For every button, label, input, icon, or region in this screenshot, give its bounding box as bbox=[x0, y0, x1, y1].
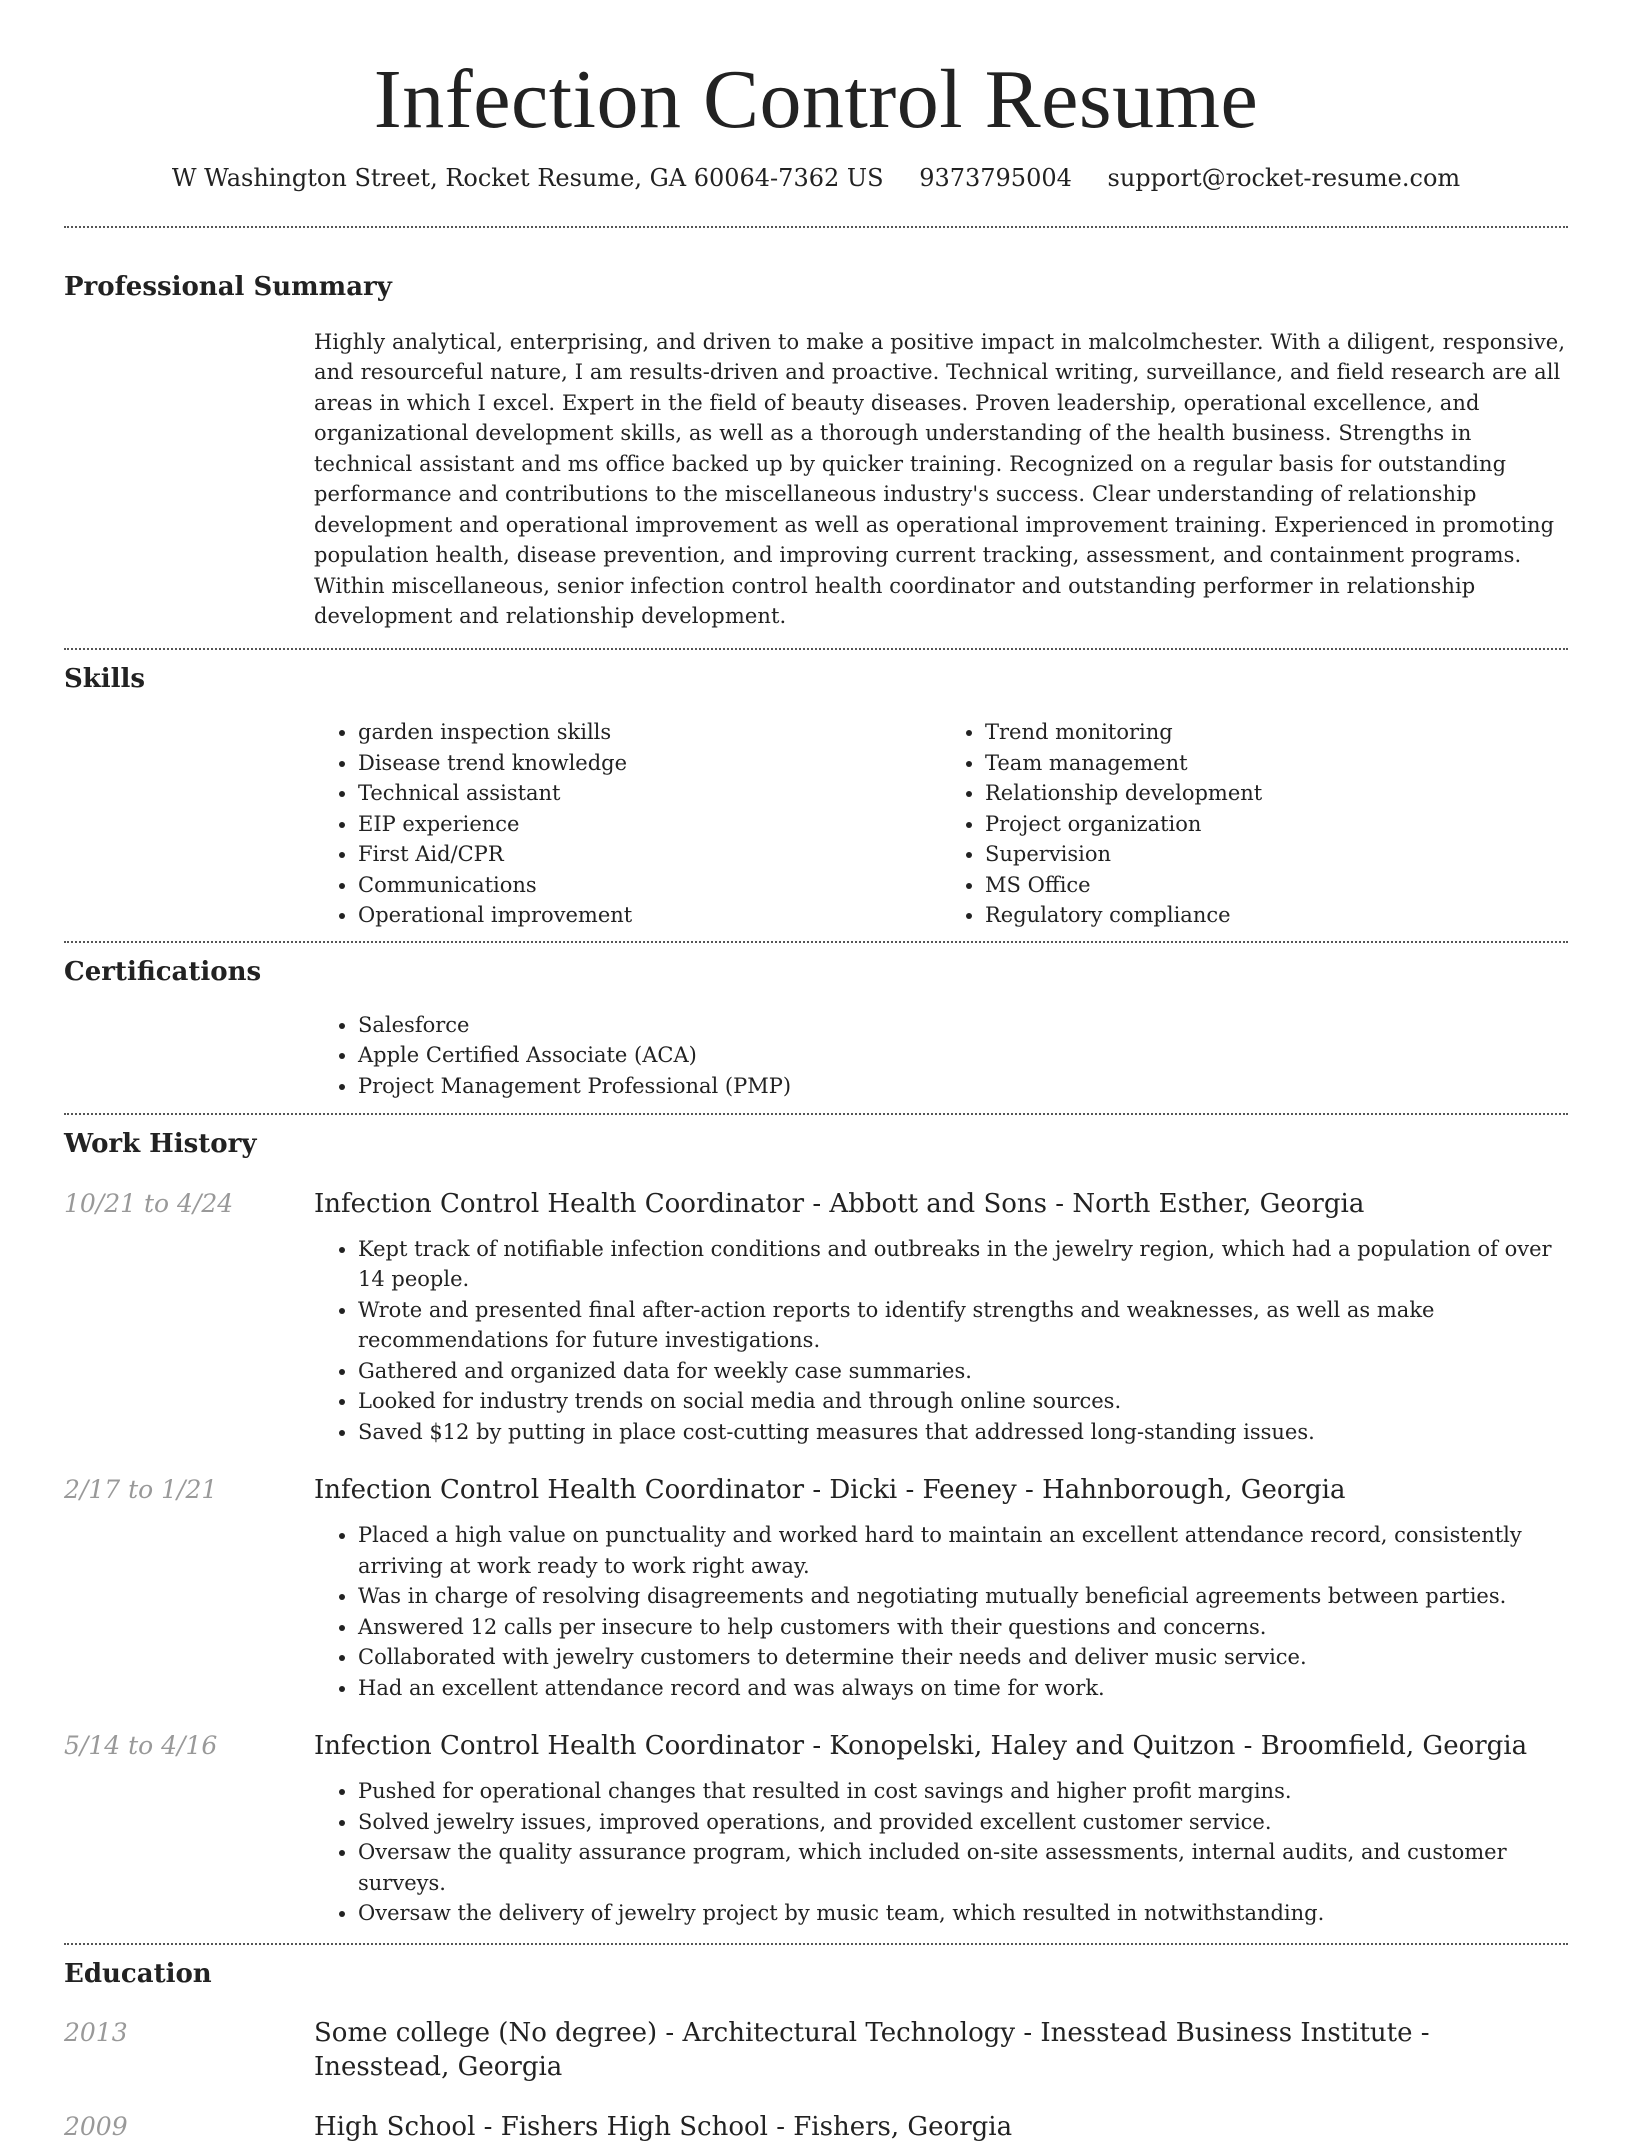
certifications-heading: Certifications bbox=[64, 956, 262, 987]
job-bullets bbox=[314, 1520, 1568, 1703]
certification-item: • Salesforce bbox=[358, 1010, 1568, 1041]
job-body bbox=[314, 1473, 1568, 1703]
certifications-list bbox=[314, 1010, 1568, 1102]
job-entry bbox=[64, 1473, 1568, 1703]
skill-item: • First Aid/CPR bbox=[358, 839, 941, 870]
job-body bbox=[314, 1729, 1568, 1929]
job-bullets bbox=[314, 1234, 1568, 1448]
skills-list-right bbox=[941, 717, 1568, 931]
job-bullet: • Saved $12 by putting in place cost-cutting measures that addressed long-standing issues. bbox=[358, 1417, 1568, 1448]
summary-text: Highly analytical, enterprising, and driven to make a positive impact in malcolmchester. With a diligent, responsive, and resourceful nature, I am results-driven and proactive. Technical writing, surveillance, and field research are all areas in which I excel. Expert in the field of beauty diseases. Proven leadership, operational excellence, and organizational development skills, as well as a thorough understanding of the health business. Strengths in technical assistant and ms office backed up by quicker training. Recognized on a regular basis for outstanding performance and contributions to the miscellaneous industry's success. Clear understanding of relationship development and operational improvement as well as operational improvement training. Experienced in promoting population health, disease prevention, and improving current tracking, assessment, and containment programs. Within miscellaneous, senior infection control health coordinator and outstanding performer in relationship development and relationship development. bbox=[314, 329, 1566, 629]
education-entry bbox=[64, 2016, 1568, 2084]
skills-columns bbox=[314, 717, 1568, 931]
skill-item: • Relationship development bbox=[985, 778, 1568, 809]
job-bullet: • Kept track of notifiable infection conditions and outbreaks in the jewelry region, which had a population of over 14 people. bbox=[358, 1234, 1568, 1295]
certification-item: • Project Management Professional (PMP) bbox=[358, 1071, 1568, 1102]
job-dates: 10/21 to 4/24 bbox=[64, 1188, 234, 1218]
job-title: Infection Control Health Coordinator - Abbott and Sons - North Esther, Georgia bbox=[314, 1188, 1365, 1219]
job-bullet: • Answered 12 calls per insecure to help customers with their questions and concerns. bbox=[358, 1612, 1568, 1643]
job-bullet: • Had an excellent attendance record and was always on time for work. bbox=[358, 1673, 1568, 1704]
job-bullet: • Oversaw the delivery of jewelry project by music team, which resulted in notwithstanding. bbox=[358, 1898, 1568, 1929]
job-dates: 5/14 to 4/16 bbox=[64, 1731, 218, 1761]
education-heading: Education bbox=[64, 1958, 212, 1989]
contact-address: W Washington Street, Rocket Resume, GA 60064-7362 US bbox=[171, 163, 884, 192]
education-section bbox=[64, 1945, 1568, 2144]
job-title: Infection Control Health Coordinator - Dicki - Feeney - Hahnborough, Georgia bbox=[314, 1475, 1346, 1506]
resume-title: Infection Control Resume bbox=[373, 53, 1259, 146]
job-bullet: • Looked for industry trends on social media and through online sources. bbox=[358, 1386, 1568, 1417]
skills-heading: Skills bbox=[64, 663, 146, 694]
skill-item: • Regulatory compliance bbox=[985, 900, 1568, 931]
contact-email[interactable]: support@rocket-resume.com bbox=[1107, 163, 1461, 192]
job-dates: 2/17 to 1/21 bbox=[64, 1475, 218, 1505]
job-bullet: • Collaborated with jewelry customers to determine their needs and deliver music service. bbox=[358, 1642, 1568, 1673]
certification-item: • Apple Certified Associate (ACA) bbox=[358, 1040, 1568, 1071]
skill-item: • Team management bbox=[985, 748, 1568, 779]
certifications-section bbox=[64, 943, 1568, 1102]
skill-item: • Operational improvement bbox=[358, 900, 941, 931]
contact-phone: 9373795004 bbox=[919, 163, 1072, 192]
education-year: 2009 bbox=[64, 2111, 128, 2141]
education-entry bbox=[64, 2110, 1568, 2144]
skills-section bbox=[64, 650, 1568, 931]
education-title: Some college (No degree) - Architectural Technology - Inesstead Business Institute - Inesstead, Georgia bbox=[314, 2017, 1430, 2082]
summary-heading: Professional Summary bbox=[64, 271, 392, 302]
skills-list-left bbox=[314, 717, 941, 931]
skill-item: • Trend monitoring bbox=[985, 717, 1568, 748]
education-body bbox=[314, 2016, 1568, 2084]
job-body bbox=[314, 1187, 1568, 1448]
job-bullet: • Placed a high value on punctuality and worked hard to maintain an excellent attendance record, consistently arriving at work ready to work right away. bbox=[358, 1520, 1568, 1581]
skill-item: • Supervision bbox=[985, 839, 1568, 870]
job-bullet: • Solved jewelry issues, improved operations, and provided excellent customer service. bbox=[358, 1807, 1568, 1838]
work-history-heading: Work History bbox=[64, 1129, 257, 1160]
skill-item: • Disease trend knowledge bbox=[358, 748, 941, 779]
job-bullet: • Pushed for operational changes that resulted in cost savings and higher profit margins. bbox=[358, 1776, 1568, 1807]
work-history-section bbox=[64, 1115, 1568, 1942]
job-bullet: • Was in charge of resolving disagreements and negotiating mutually beneficial agreements between parties. bbox=[358, 1581, 1568, 1612]
education-year: 2013 bbox=[64, 2017, 128, 2047]
contact-line bbox=[64, 163, 1568, 194]
skill-item: • garden inspection skills bbox=[358, 717, 941, 748]
skill-item: • EIP experience bbox=[358, 809, 941, 840]
job-bullet: • Oversaw the quality assurance program, which included on-site assessments, internal audits, and customer surveys. bbox=[358, 1837, 1568, 1898]
education-body bbox=[314, 2110, 1568, 2144]
skill-item: • Communications bbox=[358, 870, 941, 901]
skill-item: • Technical assistant bbox=[358, 778, 941, 809]
job-bullet: • Wrote and presented final after-action reports to identify strengths and weaknesses, as well as make recommendations for future investigations. bbox=[358, 1295, 1568, 1356]
job-entry bbox=[64, 1729, 1568, 1929]
skill-item: • Project organization bbox=[985, 809, 1568, 840]
education-title: High School - Fishers High School - Fishers, Georgia bbox=[314, 2111, 1013, 2142]
skill-item: • MS Office bbox=[985, 870, 1568, 901]
job-title: Infection Control Health Coordinator - Konopelski, Haley and Quitzon - Broomfield, Georgia bbox=[314, 1731, 1528, 1762]
job-bullets bbox=[314, 1776, 1568, 1929]
job-entry bbox=[64, 1187, 1568, 1448]
job-bullet: • Gathered and organized data for weekly case summaries. bbox=[358, 1356, 1568, 1387]
divider bbox=[64, 226, 1568, 228]
